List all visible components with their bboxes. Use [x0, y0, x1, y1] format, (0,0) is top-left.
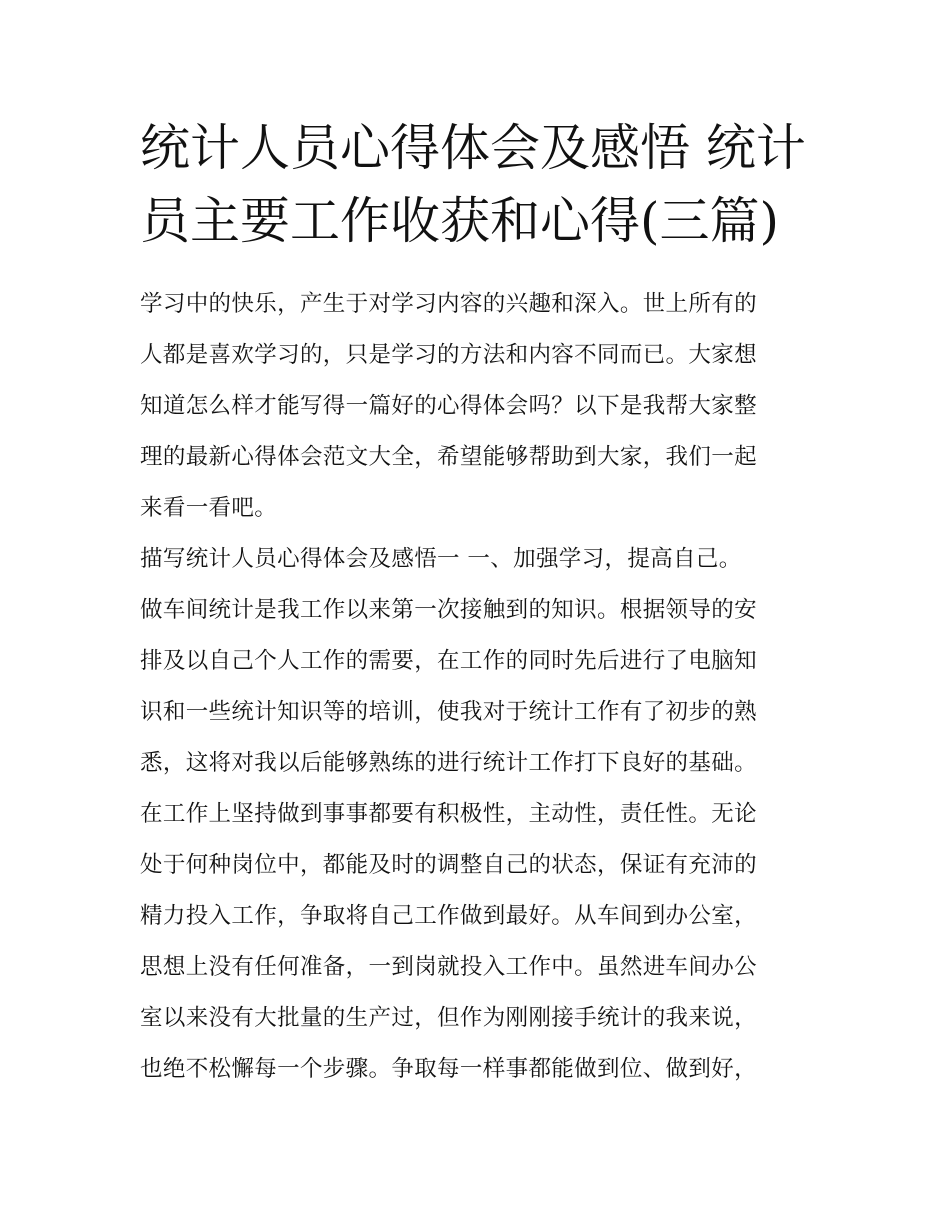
body-line: 在工作上坚持做到事事都要有积极性，主动性，责任性。无论	[140, 801, 757, 827]
body-line: 学习中的快乐，产生于对学习内容的兴趣和深入。世上所有的	[140, 291, 757, 317]
body-line: 理的最新心得体会范文大全，希望能够帮助到大家，我们一起	[140, 444, 757, 470]
body-line: 精力投入工作，争取将自己工作做到最好。从车间到办公室，	[140, 903, 757, 929]
title-line-1: 统计人员心得体会及感悟 统计	[140, 119, 806, 177]
document-body	[140, 279, 820, 1095]
body-line: 知道怎么样才能写得一篇好的心得体会吗？以下是我帮大家整	[140, 393, 757, 419]
body-line: 做车间统计是我工作以来第一次接触到的知识。根据领导的安	[140, 597, 757, 623]
body-line: 处于何种岗位中，都能及时的调整自己的状态，保证有充沛的	[140, 852, 757, 878]
body-line: 悉，这将对我以后能够熟练的进行统计工作打下良好的基础。	[140, 750, 757, 776]
body-line: 描写统计人员心得体会及感悟一 一、加强学习，提高自己。	[140, 546, 742, 572]
title-line-2: 员主要工作收获和心得(三篇)	[140, 192, 780, 250]
body-line: 排及以自己个人工作的需要，在工作的同时先后进行了电脑知	[140, 648, 757, 674]
body-line: 也绝不松懈每一个步骤。争取每一样事都能做到位、做到好，	[140, 1056, 757, 1082]
body-line: 来看一看吧。	[140, 495, 278, 521]
body-line: 思想上没有任何准备，一到岗就投入工作中。虽然进车间办公	[140, 954, 757, 980]
body-line: 人都是喜欢学习的，只是学习的方法和内容不同而已。大家想	[140, 342, 757, 368]
body-line: 识和一些统计知识等的培训，使我对于统计工作有了初步的熟	[140, 699, 757, 725]
body-line: 室以来没有大批量的生产过，但作为刚刚接手统计的我来说，	[140, 1005, 757, 1031]
document-title	[140, 112, 820, 258]
